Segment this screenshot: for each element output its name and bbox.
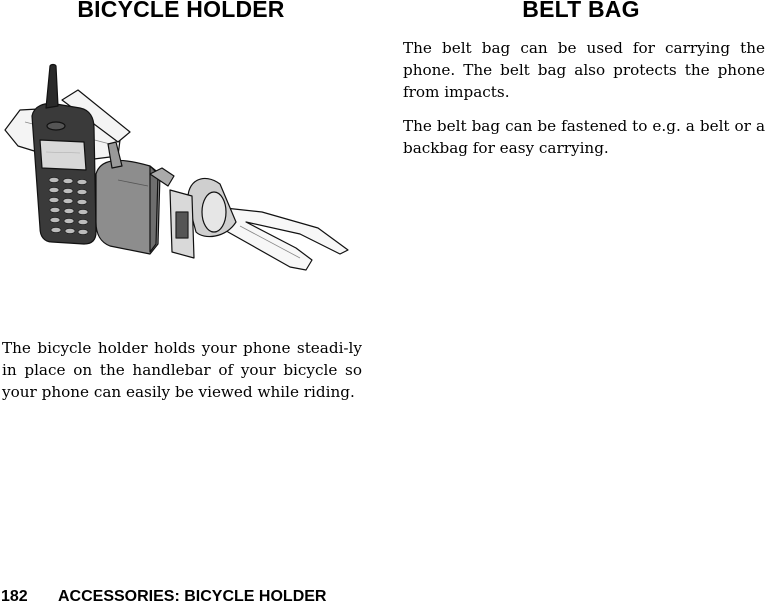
bicycle-holder-exploded-view-icon — [0, 62, 360, 282]
phone-screen — [40, 140, 86, 170]
belt-bag-description: The belt bag can be used for carrying the phone. The belt bag also protects the phone from impacts. — [403, 39, 765, 101]
footer-section-title: ACCESSORIES: BICYCLE HOLDER — [58, 588, 327, 605]
belt-bag-heading: BELT BAG — [522, 0, 640, 22]
page-number: 182 — [1, 588, 28, 605]
phone-antenna — [46, 65, 58, 109]
bicycle-holder-description: The bicycle holder holds your phone steadi-ly in place on the handlebar of your bicycle so your phone can easily be viewed while riding. — [2, 339, 362, 401]
belt-bag-fastening-note: The belt bag can be fastened to e.g. a belt or a backbag for easy carrying. — [403, 117, 765, 157]
bicycle-holder-heading: BICYCLE HOLDER — [77, 0, 285, 22]
